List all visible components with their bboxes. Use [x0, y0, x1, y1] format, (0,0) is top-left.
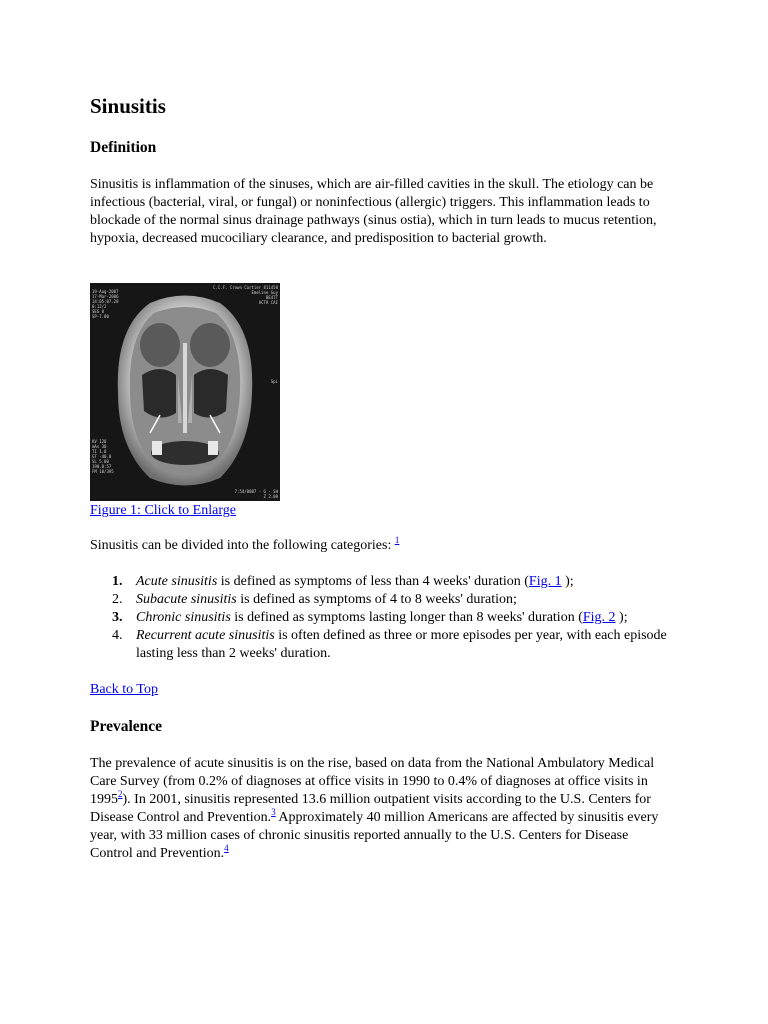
- list-after: );: [561, 574, 574, 589]
- ct-overlay-text: SEG 8: [92, 309, 105, 314]
- reference-4-link[interactable]: 4: [224, 843, 229, 853]
- fig-1-link[interactable]: Fig. 1: [528, 574, 562, 589]
- list-text: is often defined as three or more episodes per year, with each episode lasting less than 2 weeks' duration.: [136, 628, 667, 661]
- list-text: is defined as symptoms lasting longer than 8 weeks' duration (: [230, 610, 583, 625]
- definition-heading: Definition: [90, 139, 157, 156]
- ct-overlay-text: mAs 30: [92, 444, 107, 449]
- ct-overlay-text: FM 10/395: [92, 469, 114, 474]
- prevalence-text-1: The prevalence of acute sinusitis is on the rise, based on data from the National Ambulatory Medical Care Survey (from 0.2% of diagnoses at office visits in 1990 to 0.4% of diagnoses at office visits in 1995: [90, 756, 655, 807]
- list-item: [90, 627, 670, 663]
- prevalence-heading: Prevalence: [90, 718, 163, 735]
- categories-intro-text: Sinusitis can be divided into the following categories:: [90, 538, 392, 553]
- ct-overlay-text: TI 1.0: [92, 449, 107, 454]
- list-item: [90, 573, 670, 591]
- ct-overlay-text: SL 5.00: [92, 459, 109, 464]
- ct-overlay-text: 19-Aug-2007: [92, 289, 119, 294]
- reference-2-link[interactable]: 2: [118, 789, 123, 799]
- ct-overlay-text: ACTR CAI: [258, 300, 278, 305]
- ct-overlay-text: Spi: [270, 379, 278, 384]
- ct-overlay-text: 14:05:07.28: [92, 299, 119, 304]
- list-term: Chronic sinusitis: [136, 610, 231, 625]
- list-term: Subacute sinusitis: [136, 592, 237, 607]
- prevalence-paragraph: [90, 755, 670, 863]
- ct-overlay-text: 190.0:57: [92, 464, 112, 469]
- list-item: [90, 609, 670, 627]
- ct-overlay-text: GT -40.0: [92, 454, 112, 459]
- categories-intro: [90, 537, 670, 555]
- list-after: );: [615, 610, 628, 625]
- prevalence-text-3: Approximately 40 million Americans are affected by sinusitis every year, with 33 million cases of chronic sinusitis reported annually to the U.S. Centers for Disease Control and Prevention.: [90, 810, 659, 861]
- page-title: Sinusitis: [90, 94, 166, 118]
- back-to-top-link[interactable]: Back to Top: [90, 682, 158, 697]
- definition-paragraph: Sinusitis is inflammation of the sinuses, which are air-filled cavities in the skull. The etiology can be infectious (bacterial, viral, or fungal) or noninfectious (allergic) triggers. This inflammation leads to blockade of the normal sinus drainage pathways (sinus ostia), which in turn leads to mucus retention, hypoxia, decreased mucociliary clearance, and predisposition to bacterial growth.: [90, 177, 657, 246]
- ct-scan-image[interactable]: [90, 283, 280, 501]
- list-term: Acute sinusitis: [136, 574, 218, 589]
- ct-overlay-text: BE4TT: [265, 295, 278, 300]
- ct-overlay-text: 0:12/2: [92, 304, 107, 309]
- reference-1-link[interactable]: 1: [394, 535, 400, 545]
- figure-1-enlarge-link[interactable]: Figure 1: Click to Enlarge: [90, 503, 236, 518]
- ct-overlay-text: C.C.F. Crown Cartier 811458: [212, 285, 278, 290]
- list-number: 2.: [112, 592, 123, 607]
- list-number: 1.: [112, 574, 123, 589]
- ct-overlay-text: KV 120: [92, 439, 107, 444]
- ct-scan-graphic: [90, 283, 280, 501]
- list-item: [90, 591, 670, 609]
- list-number: 3.: [112, 610, 123, 625]
- list-text: is defined as symptoms of 4 to 8 weeks' duration;: [236, 592, 517, 607]
- ct-overlay-text: Emeline Guy: [251, 290, 278, 295]
- prevalence-text-2: ). In 2001, sinusitis represented 13.6 million outpatient visits according to the U.S. Centers for Disease Control and Prevention.: [90, 792, 651, 825]
- list-term: Recurrent acute sinusitis: [136, 628, 275, 643]
- list-text: is defined as symptoms of less than 4 weeks' duration (: [217, 574, 529, 589]
- svg-text:Spi: [271, 379, 279, 384]
- ct-overlay-text: 7:54/8007 - G - SH: [234, 489, 278, 494]
- fig-2-link[interactable]: Fig. 2: [582, 610, 616, 625]
- categories-list: [90, 573, 670, 663]
- ct-overlay-text: SP-7.00: [92, 314, 109, 319]
- ct-overlay-text: Z 2.00: [263, 494, 278, 499]
- list-number: 4.: [112, 628, 123, 643]
- reference-3-link[interactable]: 3: [271, 807, 276, 817]
- ct-overlay-text: 17-Mar-2006: [92, 294, 119, 299]
